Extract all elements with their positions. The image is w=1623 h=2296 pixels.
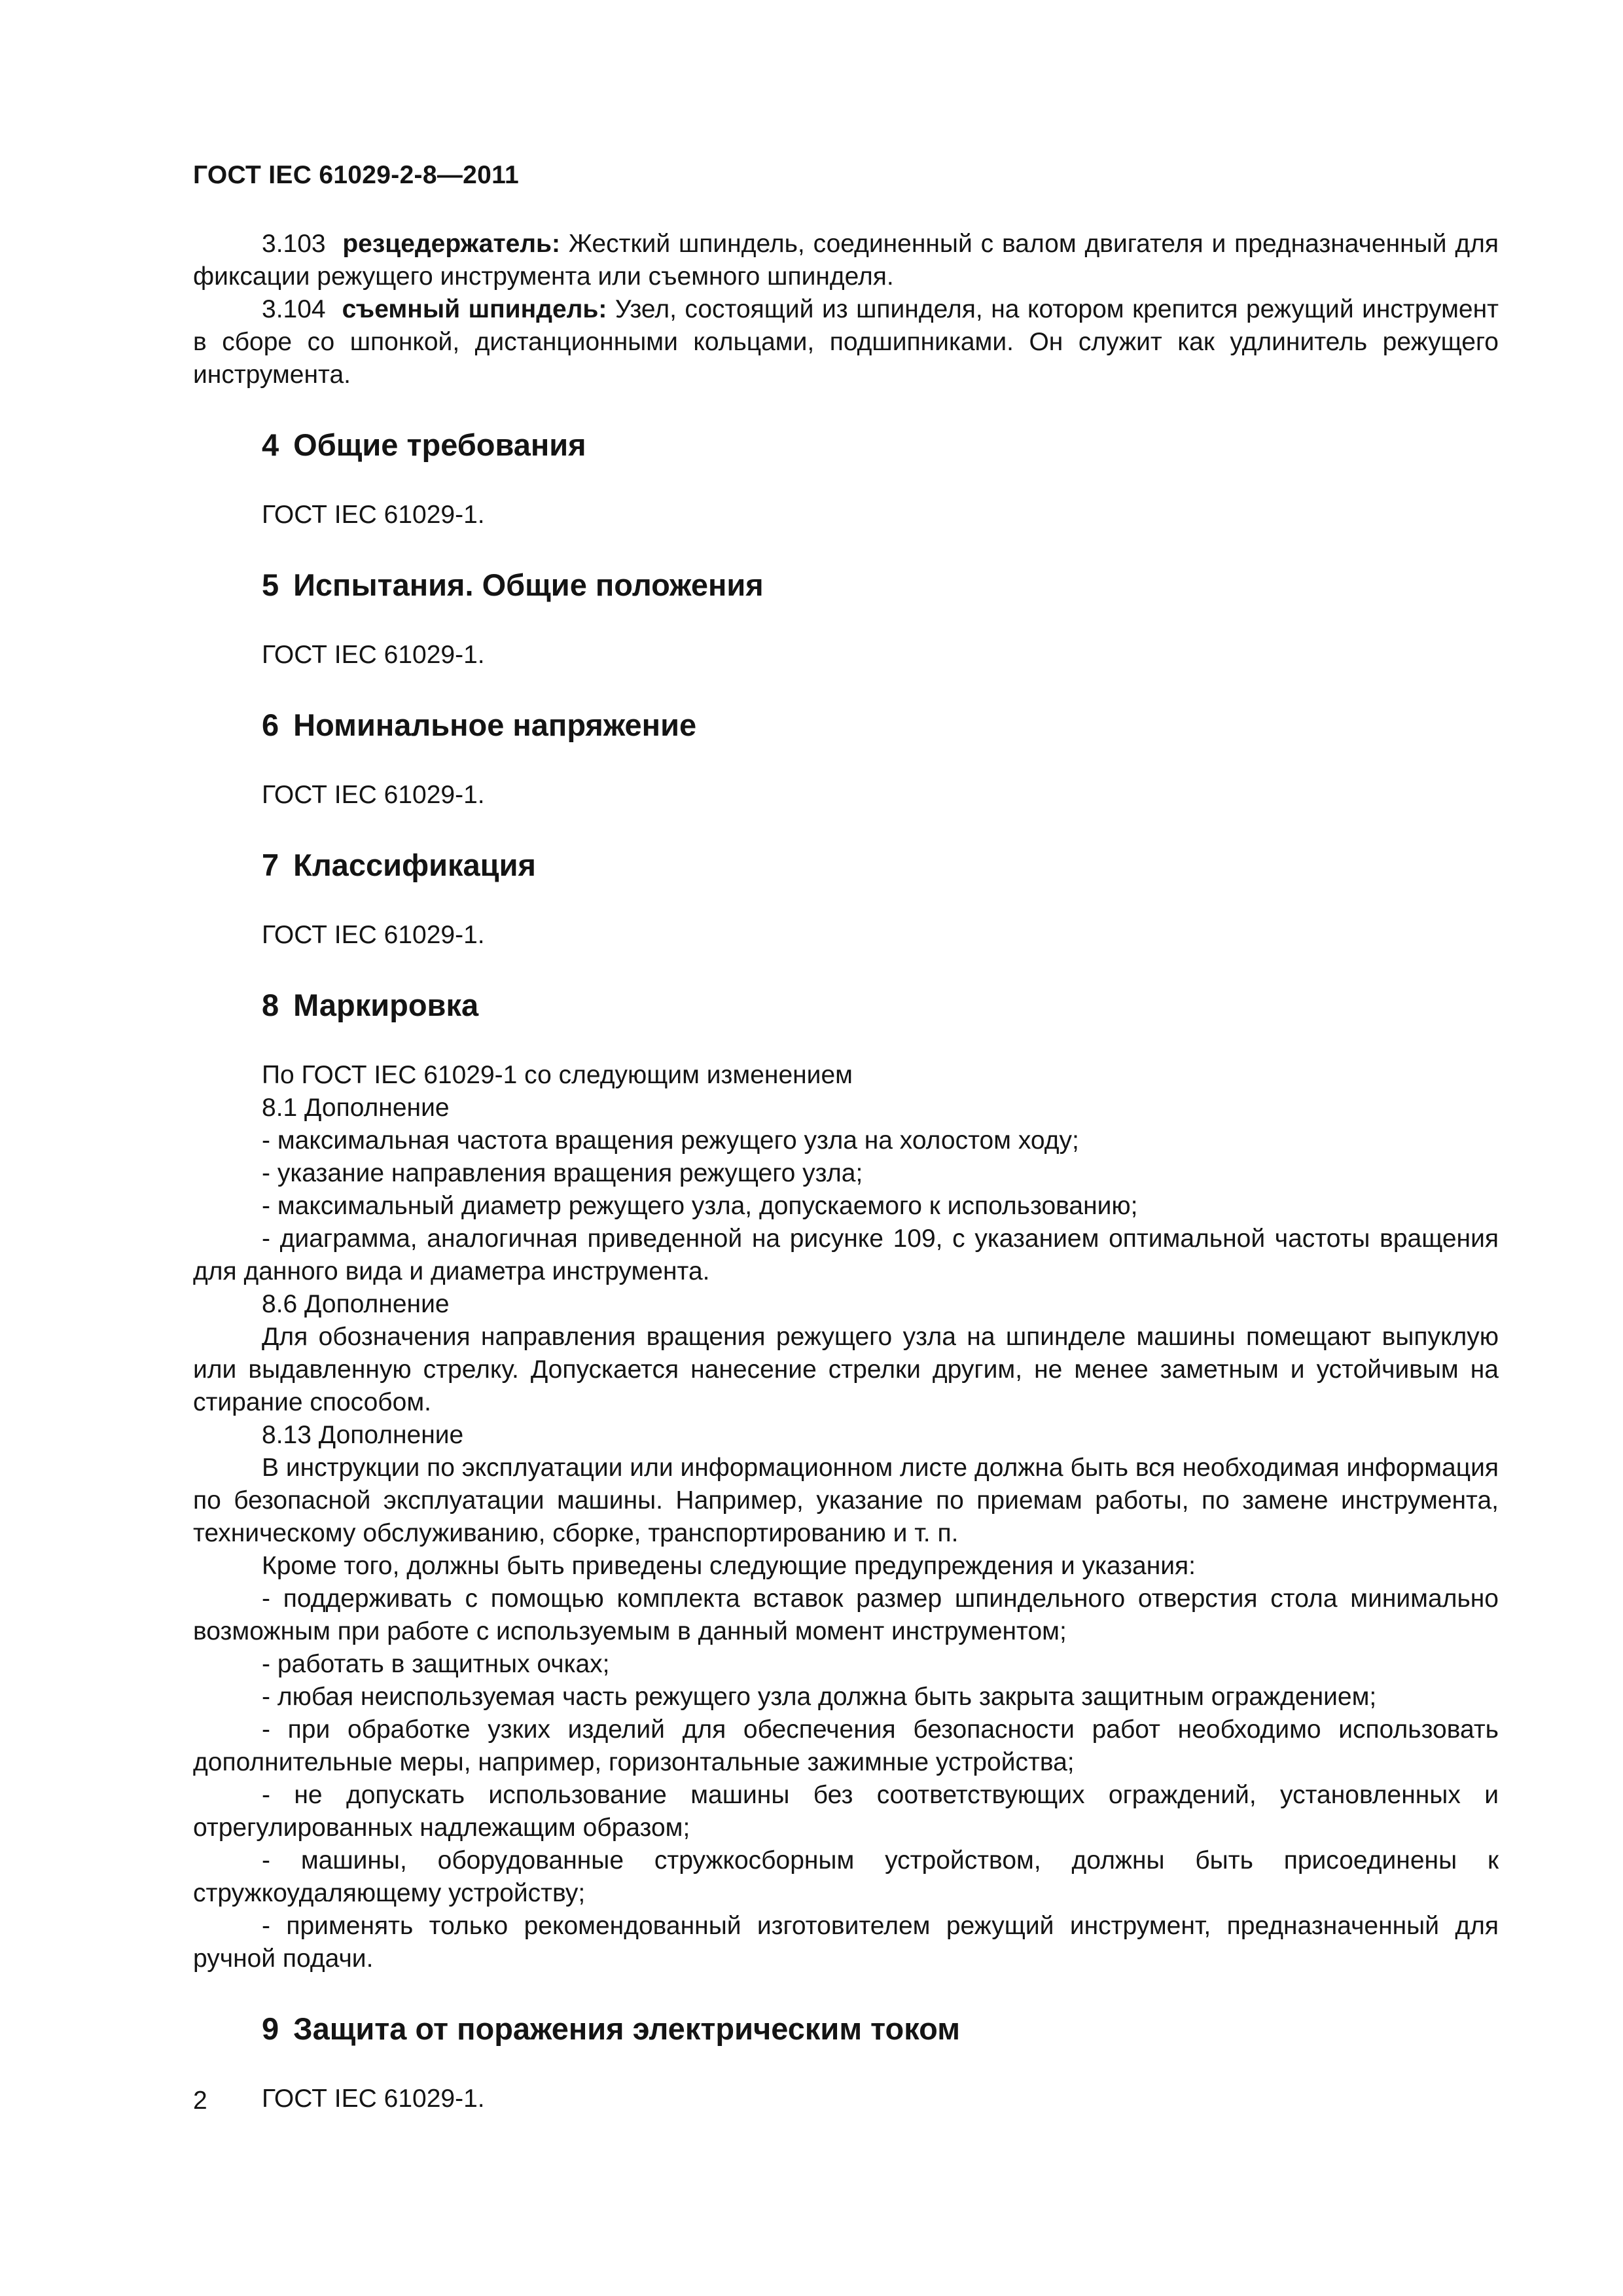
section-number: 6 xyxy=(262,708,279,742)
section-number: 7 xyxy=(262,848,279,882)
list-item: - максимальная частота вращения режущего узла на холостом ходу; xyxy=(262,1126,1079,1155)
definition-3-104 xyxy=(193,293,1499,391)
list-item: - диаграмма, аналогичная приведенной на рисунке 109, с указанием оптимальной частоты вращения для данного вида и диаметра инструмента. xyxy=(193,1225,1499,1285)
section-8-heading xyxy=(193,986,1499,1025)
section-number: 9 xyxy=(262,2011,279,2046)
section-title: Номинальное напряжение xyxy=(293,708,697,742)
definition-term: резцедержатель: xyxy=(342,230,561,258)
warning-item: - любая неиспользуемая часть режущего узла должна быть закрыта защитным ограждением; xyxy=(262,1683,1377,1711)
section-title: Защита от поражения электрическим током xyxy=(293,2011,961,2046)
warning-item: - при обработке узких изделий для обеспечения безопасности работ необходимо использовать дополнительные меры, например, горизонтальные зажимные устройства; xyxy=(193,1715,1499,1776)
section-number: 4 xyxy=(262,427,279,462)
warning-item: - работать в защитных очках; xyxy=(262,1650,610,1678)
section-6-heading xyxy=(193,706,1499,745)
section-5-reference: ГОСТ IEC 61029-1. xyxy=(262,641,485,669)
subsection-8-6-text: Для обозначения направления вращения режущего узла на шпинделе машины помещают выпуклую или выдавленную стрелку. Допускается нанесение стрелки другим, не менее заметным и устойчивым на стирание способом. xyxy=(193,1323,1499,1416)
definition-term: съемный шпиндель: xyxy=(342,295,607,323)
list-item: - максимальный диаметр режущего узла, допускаемого к использованию; xyxy=(262,1192,1138,1220)
definition-number: 3.104 xyxy=(262,295,326,323)
subsection-8-6-heading: 8.6 Дополнение xyxy=(262,1290,450,1318)
definition-text: Жесткий шпиндель, соединенный с валом двигателя и предназначенный для фиксации режущего инструмента или съемного шпинделя. xyxy=(193,230,1499,291)
warning-item: - применять только рекомендованный изготовителем режущий инструмент, предназначенный для ручной подачи. xyxy=(193,1912,1499,1973)
document-body xyxy=(193,228,1499,2115)
section-title: Испытания. Общие положения xyxy=(293,567,764,602)
section-7-reference: ГОСТ IEC 61029-1. xyxy=(262,921,485,949)
section-9-reference: ГОСТ IEC 61029-1. xyxy=(262,2085,485,2113)
section-4-reference: ГОСТ IEC 61029-1. xyxy=(262,501,485,529)
section-title: Классификация xyxy=(293,848,536,882)
section-number: 5 xyxy=(262,567,279,602)
warning-item: - поддерживать с помощью комплекта вставок размер шпиндельного отверстия стола минимально возможным при работе с используемым в данный момент инструментом; xyxy=(193,1585,1499,1645)
subsection-8-13-text: В инструкции по эксплуатации или информационном листе должна быть вся необходимая информация по безопасной эксплуатации машины. Например, указание по приемам работы, по замене инструмента, техническому обслуживанию, сборке, транспортированию и т. п. xyxy=(193,1454,1499,1547)
section-number: 8 xyxy=(262,988,279,1022)
section-8-intro: По ГОСТ IEC 61029-1 со следующим изменением xyxy=(262,1061,853,1089)
list-item: - указание направления вращения режущего узла; xyxy=(262,1159,863,1187)
section-5-heading xyxy=(193,565,1499,605)
definition-text: Узел, состоящий из шпинделя, на котором крепится режущий инструмент в сборе со шпонкой, дистанционными кольцами, подшипниками. Он служит как удлинитель режущего инструмента. xyxy=(193,295,1499,389)
subsection-8-13-heading: 8.13 Дополнение xyxy=(262,1421,464,1449)
section-7-heading xyxy=(193,846,1499,885)
warning-item: - не допускать использование машины без соответствующих ограждений, установленных и отрегулированных надлежащим образом; xyxy=(193,1781,1499,1842)
section-9-heading xyxy=(193,2009,1499,2049)
warning-item: - машины, оборудованные стружкосборным устройством, должны быть присоединены к стружкоудаляющему устройству; xyxy=(193,1846,1499,1907)
section-title: Маркировка xyxy=(293,988,479,1022)
subsection-8-1-heading: 8.1 Дополнение xyxy=(262,1094,450,1122)
section-4-heading xyxy=(193,425,1499,465)
definition-number: 3.103 xyxy=(262,230,326,258)
document-header: ГОСТ IEC 61029-2-8—2011 xyxy=(193,161,519,189)
section-6-reference: ГОСТ IEC 61029-1. xyxy=(262,781,485,809)
warnings-intro: Кроме того, должны быть приведены следующие предупреждения и указания: xyxy=(262,1552,1196,1580)
section-title: Общие требования xyxy=(293,427,586,462)
definition-3-103 xyxy=(193,228,1499,293)
page-number: 2 xyxy=(193,2087,207,2115)
